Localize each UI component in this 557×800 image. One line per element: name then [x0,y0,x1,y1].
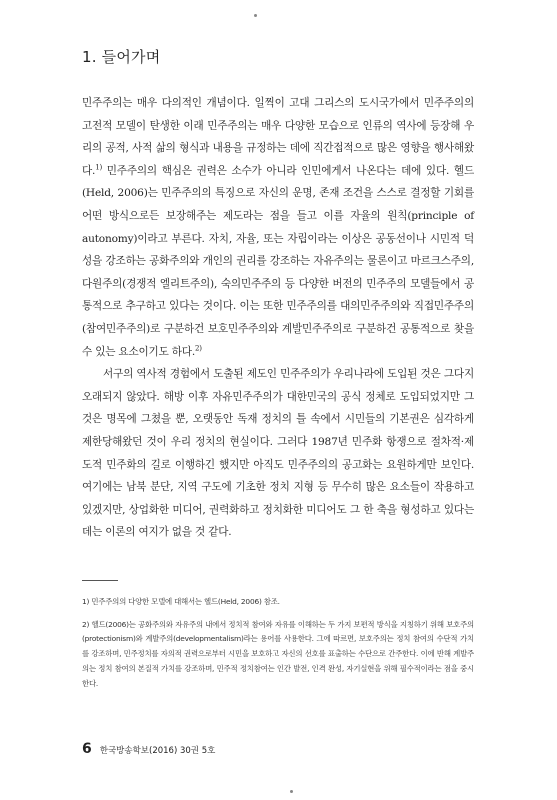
paragraph-1 [82,92,474,363]
footnote-divider [82,580,118,581]
footnote-ref-1[interactable]: 1) [95,163,102,172]
footnotes [82,595,474,699]
paragraph-1-text-b: 민주주의의 핵심은 권력은 소수가 아니라 인민에게서 나온다는 데에 있다. 헬드(Held, 2006)는 민주주의의 특징으로 자신의 운명, 존재 조건을 스스로 결정할 기회를 어떤 방식으로든 보장해주는 제도라는 점을 들고 이를 자율의 원칙(principle of autonomy)이라고 부른다. 자치, 자율, 또는 자립이라는 이상은 공동선이나 시민적 덕성을 강조하는 공화주의와 개인의 권리를 강조하는 자유주의는 물론이고 마르크스주의, 다원주의(경쟁적 엘리트주의), 숙의민주주의 등 다양한 버전의 민주주의 모델들에서 공통적으로 추구하고 있다는 것이다. 이는 또한 민주주의를 대의민주주의와 직접민주주의(참여민주주의)로 구분하건 보호민주주의와 계발민주주의로 구분하건 공통적으로 찾을 수 있는 요소이기도 하다. [82,164,474,358]
page-footer [82,741,215,757]
body-text [82,92,474,544]
section-title: 1. 들어가며 [82,48,161,66]
footnote-1: 1) 민주주의의 다양한 모델에 대해서는 헬드(Held, 2006) 참조. [82,597,280,606]
footnote-ref-2[interactable]: 2) [195,344,202,352]
paragraph-1-text-a: 민주주의는 매우 다의적인 개념이다. 일찍이 고대 그리스의 도시국가에서 민주주의의 고전적 모델이 탄생한 이래 민주주의는 매우 다양한 모습으로 인류의 역사에 등장해 우리의 공적, 사적 삶의 형식과 내용을 규정하는 데에 직간접적으로 많은 영향을 행사해왔다. [82,97,474,177]
journal-citation: 한국방송학보(2016) 30권 5호 [99,746,216,756]
page-number: 6 [82,741,92,757]
footnote-2: 2) 헬드(2006)는 공화주의와 자유주의 내에서 정치적 참여와 자유를 이해하는 두 가지 보편적 방식을 지칭하기 위해 보호주의(protectionism)와 계발주의(developmentalism)라는 용어를 사용한다. 그에 따르면, 보호주의는 정치 참여의 수단적 가치를 강조하며, 민주정치를 자의적 권력으로부터 시민을 보호하고 자신의 선호를 표출하는 수단으로 간주한다. 이에 반해 계발주의는 정치 참여의 본질적 가치를 강조하며, 민주적 정치참여는 인간 발전, 인격 완성, 자기실현을 위해 필수적이라는 점을 중시한다. [82,619,474,688]
bottom-page-mark [290,790,293,793]
top-page-mark [254,14,257,17]
paragraph-2: 서구의 역사적 경험에서 도출된 제도인 민주주의가 우리나라에 도입된 것은 그다지 오래되지 않았다. 해방 이후 자유민주주의가 대한민국의 공식 정체로 도입되었지만 그것은 명목에 그쳤을 뿐, 오랫동안 독재 정치의 틀 속에서 시민들의 기본권은 심각하게 제한당해왔던 것이 우리 정치의 현실이다. 그러다 1987년 민주화 항쟁으로 절차적·제도적 민주화의 길로 이행하긴 했지만 아직도 민주주의의 공고화는 요원하게만 보인다. 여기에는 남북 분단, 지역 구도에 기초한 정치 지형 등 무수히 많은 요소들이 작용하고 있겠지만, 상업화한 미디어, 권력화하고 정치화한 미디어도 그 한 축을 형성하고 있다는 데는 이론의 여지가 없을 것 같다. [82,368,474,539]
